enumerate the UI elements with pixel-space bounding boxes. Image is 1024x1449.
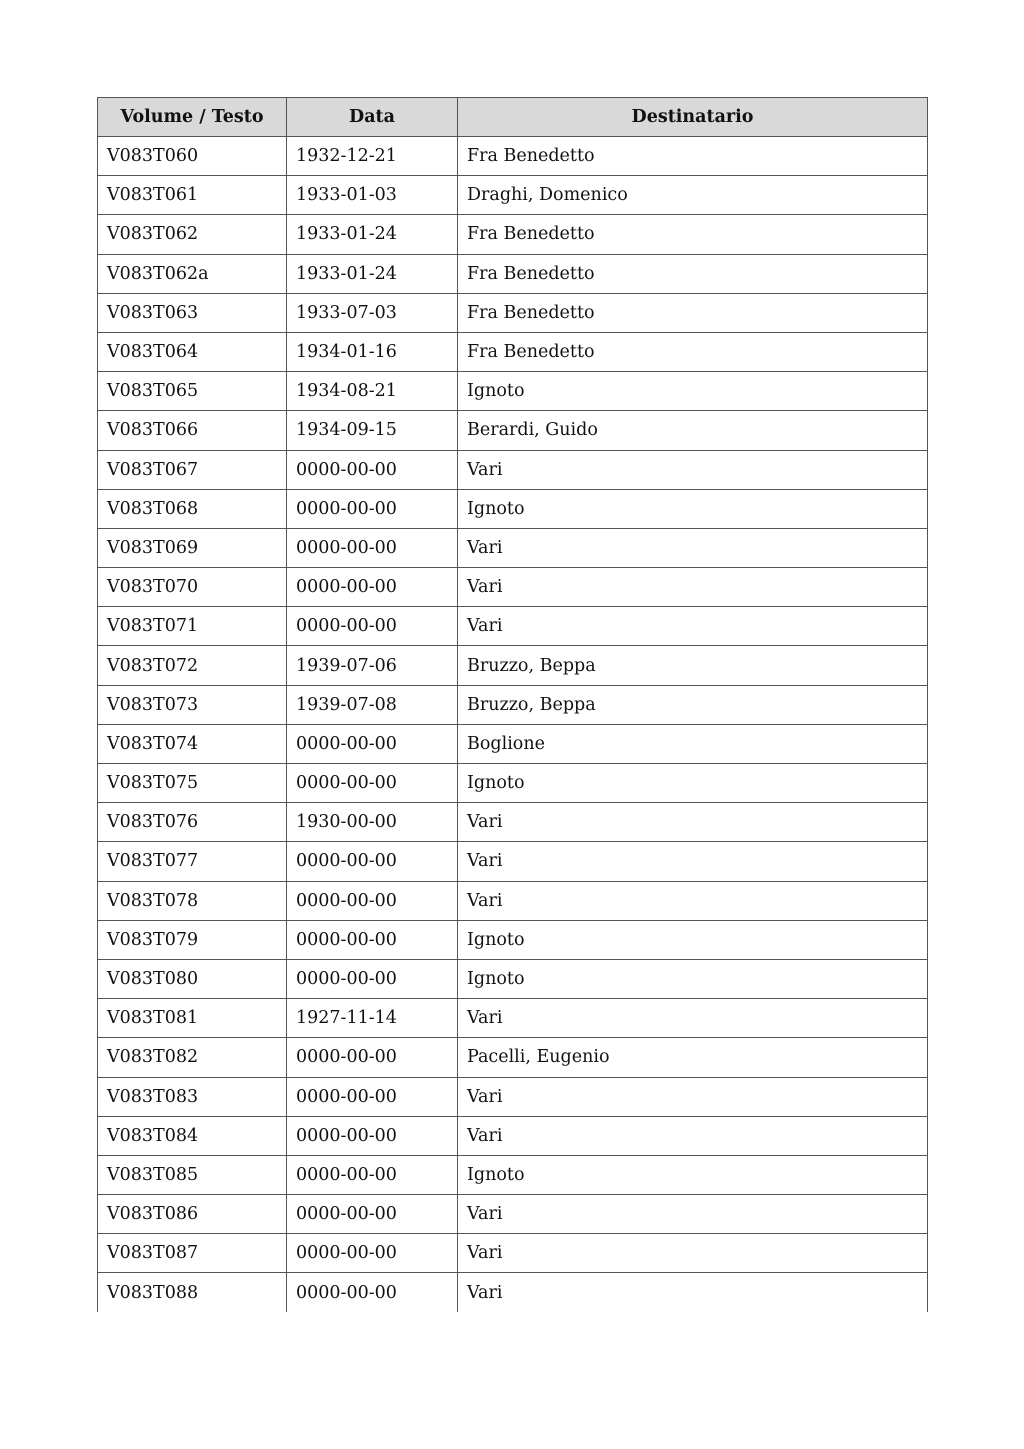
cell-volume-testo: V083T076: [98, 803, 287, 842]
cell-volume-testo: V083T071: [98, 607, 287, 646]
table-row: [98, 607, 928, 646]
cell-data: 0000-00-00: [287, 842, 458, 881]
cell-destinatario: Draghi, Domenico: [458, 176, 928, 215]
cell-destinatario: Vari: [458, 607, 928, 646]
cell-data: 0000-00-00: [287, 528, 458, 567]
cell-volume-testo: V083T062: [98, 215, 287, 254]
table-row: [98, 764, 928, 803]
table-row: [98, 332, 928, 371]
cell-destinatario: Fra Benedetto: [458, 254, 928, 293]
column-header-destinatario: Destinatario: [458, 98, 928, 137]
cell-volume-testo: V083T075: [98, 764, 287, 803]
table-row: [98, 803, 928, 842]
cell-destinatario: Ignoto: [458, 959, 928, 998]
cell-volume-testo: V083T073: [98, 685, 287, 724]
table-row: [98, 215, 928, 254]
cell-data: 1933-01-24: [287, 215, 458, 254]
cell-destinatario: Ignoto: [458, 489, 928, 528]
cell-destinatario: Bruzzo, Beppa: [458, 685, 928, 724]
cell-destinatario: Pacelli, Eugenio: [458, 1038, 928, 1077]
table-row: [98, 568, 928, 607]
cell-destinatario: Vari: [458, 450, 928, 489]
cell-destinatario: Vari: [458, 1116, 928, 1155]
cell-data: 0000-00-00: [287, 1273, 458, 1312]
cell-volume-testo: V083T077: [98, 842, 287, 881]
cell-volume-testo: V083T072: [98, 646, 287, 685]
letters-table: [97, 97, 928, 1312]
cell-volume-testo: V083T078: [98, 881, 287, 920]
cell-destinatario: Vari: [458, 1195, 928, 1234]
cell-data: 0000-00-00: [287, 1038, 458, 1077]
cell-data: 0000-00-00: [287, 959, 458, 998]
table-body: [98, 137, 928, 1313]
cell-data: 0000-00-00: [287, 1116, 458, 1155]
cell-destinatario: Berardi, Guido: [458, 411, 928, 450]
cell-data: 1930-00-00: [287, 803, 458, 842]
cell-data: 0000-00-00: [287, 1155, 458, 1194]
cell-data: 0000-00-00: [287, 489, 458, 528]
cell-destinatario: Vari: [458, 803, 928, 842]
cell-volume-testo: V083T060: [98, 137, 287, 176]
table-row: [98, 646, 928, 685]
cell-data: 0000-00-00: [287, 450, 458, 489]
table-row: [98, 1077, 928, 1116]
cell-data: 1927-11-14: [287, 999, 458, 1038]
cell-volume-testo: V083T082: [98, 1038, 287, 1077]
cell-data: 0000-00-00: [287, 607, 458, 646]
cell-destinatario: Fra Benedetto: [458, 332, 928, 371]
cell-data: 1933-01-24: [287, 254, 458, 293]
cell-data: 1934-01-16: [287, 332, 458, 371]
table-row: [98, 176, 928, 215]
cell-destinatario: Fra Benedetto: [458, 137, 928, 176]
cell-destinatario: Ignoto: [458, 372, 928, 411]
table-row: [98, 1116, 928, 1155]
cell-data: 0000-00-00: [287, 568, 458, 607]
cell-destinatario: Vari: [458, 1273, 928, 1312]
column-header-data: Data: [287, 98, 458, 137]
cell-data: 0000-00-00: [287, 1195, 458, 1234]
table-row: [98, 959, 928, 998]
table-header-row: [98, 98, 928, 137]
cell-data: 1933-07-03: [287, 293, 458, 332]
cell-destinatario: Vari: [458, 568, 928, 607]
cell-volume-testo: V083T085: [98, 1155, 287, 1194]
table-row: [98, 254, 928, 293]
cell-volume-testo: V083T069: [98, 528, 287, 567]
cell-destinatario: Vari: [458, 881, 928, 920]
table-row: [98, 999, 928, 1038]
cell-volume-testo: V083T066: [98, 411, 287, 450]
cell-volume-testo: V083T080: [98, 959, 287, 998]
cell-data: 1933-01-03: [287, 176, 458, 215]
table-row: [98, 372, 928, 411]
cell-volume-testo: V083T087: [98, 1234, 287, 1273]
cell-volume-testo: V083T062a: [98, 254, 287, 293]
column-header-volume-testo: Volume / Testo: [98, 98, 287, 137]
cell-volume-testo: V083T068: [98, 489, 287, 528]
cell-volume-testo: V083T086: [98, 1195, 287, 1234]
table-row: [98, 842, 928, 881]
cell-volume-testo: V083T064: [98, 332, 287, 371]
cell-volume-testo: V083T067: [98, 450, 287, 489]
cell-destinatario: Boglione: [458, 724, 928, 763]
cell-volume-testo: V083T063: [98, 293, 287, 332]
cell-volume-testo: V083T081: [98, 999, 287, 1038]
table-row: [98, 411, 928, 450]
cell-volume-testo: V083T070: [98, 568, 287, 607]
table-row: [98, 1155, 928, 1194]
cell-volume-testo: V083T088: [98, 1273, 287, 1312]
table-row: [98, 1234, 928, 1273]
cell-data: 1934-09-15: [287, 411, 458, 450]
cell-destinatario: Vari: [458, 1077, 928, 1116]
cell-volume-testo: V083T084: [98, 1116, 287, 1155]
table-row: [98, 1038, 928, 1077]
cell-destinatario: Fra Benedetto: [458, 215, 928, 254]
table-row: [98, 293, 928, 332]
table-row: [98, 685, 928, 724]
table-row: [98, 1195, 928, 1234]
cell-data: 1932-12-21: [287, 137, 458, 176]
cell-destinatario: Ignoto: [458, 764, 928, 803]
cell-destinatario: Fra Benedetto: [458, 293, 928, 332]
table-row: [98, 881, 928, 920]
cell-destinatario: Vari: [458, 528, 928, 567]
cell-data: 0000-00-00: [287, 1234, 458, 1273]
cell-volume-testo: V083T074: [98, 724, 287, 763]
table-row: [98, 450, 928, 489]
cell-data: 1939-07-06: [287, 646, 458, 685]
table-row: [98, 528, 928, 567]
cell-volume-testo: V083T065: [98, 372, 287, 411]
table-row: [98, 1273, 928, 1312]
cell-volume-testo: V083T083: [98, 1077, 287, 1116]
cell-data: 0000-00-00: [287, 881, 458, 920]
cell-data: 0000-00-00: [287, 1077, 458, 1116]
cell-volume-testo: V083T079: [98, 920, 287, 959]
table-row: [98, 137, 928, 176]
cell-destinatario: Vari: [458, 999, 928, 1038]
cell-destinatario: Vari: [458, 1234, 928, 1273]
cell-data: 0000-00-00: [287, 920, 458, 959]
cell-destinatario: Vari: [458, 842, 928, 881]
cell-data: 0000-00-00: [287, 724, 458, 763]
cell-data: 1939-07-08: [287, 685, 458, 724]
cell-destinatario: Ignoto: [458, 920, 928, 959]
cell-volume-testo: V083T061: [98, 176, 287, 215]
cell-data: 1934-08-21: [287, 372, 458, 411]
cell-destinatario: Ignoto: [458, 1155, 928, 1194]
table-row: [98, 920, 928, 959]
cell-data: 0000-00-00: [287, 764, 458, 803]
table-row: [98, 724, 928, 763]
cell-destinatario: Bruzzo, Beppa: [458, 646, 928, 685]
table-row: [98, 489, 928, 528]
